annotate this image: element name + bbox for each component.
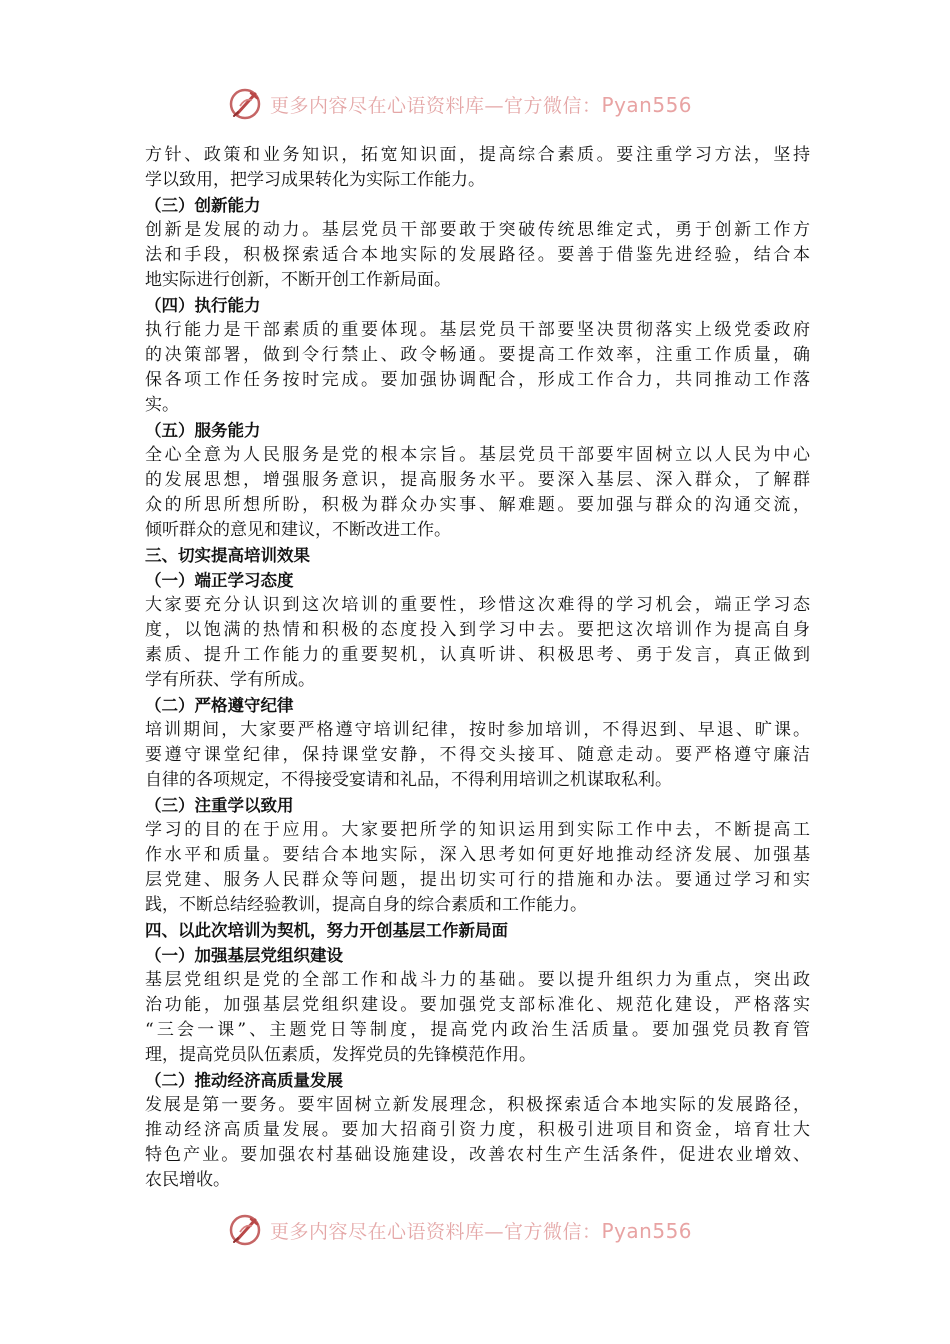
text-line: 大家要充分认识到这次培训的重要性，珍惜这次难得的学习机会，端正学习态 [145,595,810,615]
text-line: 农民增收。 [145,1170,230,1190]
text-line: 地实际进行创新，不断开创工作新局面。 [145,270,451,290]
text-line: 理，提高党员队伍素质，发挥党员的先锋模范作用。 [145,1045,536,1065]
section-heading: （五）服务能力 [145,421,261,440]
section-heading: （三）创新能力 [145,196,261,215]
text-line: 特色产业。要加强农村基础设施建设，改善农村生产生活条件，促进农业增效、 [145,1145,810,1165]
section-heading: 四、以此次培训为契机，努力开创基层工作新局面 [145,921,508,940]
text-line: 践，不断总结经验教训，提高自身的综合素质和工作能力。 [145,895,587,915]
section-heading: （二）严格遵守纪律 [145,696,294,715]
text-line: 基层党组织是党的全部工作和战斗力的基础。要以提升组织力为重点，突出政 [145,970,810,990]
footer-watermark-banner [0,1210,950,1250]
text-line: “三会一课”、主题党日等制度，提高党内政治生活质量。要加强党员教育管 [145,1020,810,1040]
text-line: 法和手段，积极探索适合本地实际的发展路径。要善于借鉴先进经验，结合本 [145,245,810,265]
pen-logo-icon [228,86,264,122]
text-line: 推动经济高质量发展。要加大招商引资力度，积极引进项目和资金，培育壮大 [145,1120,810,1140]
text-line: 创新是发展的动力。基层党员干部要敢于突破传统思维定式，勇于创新工作方 [145,220,810,240]
banner-text: 更多内容尽在心语资料库—官方微信：Pyan556 [270,92,693,117]
document-body [145,143,810,1193]
text-line: 执行能力是干部素质的重要体现。基层党员干部要坚决贯彻落实上级党委政府 [145,320,810,340]
text-line: 实。 [145,395,179,415]
text-line: 自律的各项规定，不得接受宴请和礼品，不得利用培训之机谋取私利。 [145,770,672,790]
text-line: 方针、政策和业务知识，拓宽知识面，提高综合素质。要注重学习方法，坚持 [145,145,810,165]
text-line: 度，以饱满的热情和积极的态度投入到学习中去。要把这次培训作为提高自身 [145,620,810,640]
text-line: 学以致用，把学习成果转化为实际工作能力。 [145,170,485,190]
text-line: 倾听群众的意见和建议，不断改进工作。 [145,520,451,540]
text-line: 作水平和质量。要结合本地实际，深入思考如何更好地推动经济发展、加强基 [145,845,810,865]
section-heading: （四）执行能力 [145,296,261,315]
text-line: 层党建、服务人民群众等问题，提出切实可行的措施和办法。要通过学习和实 [145,870,810,890]
section-heading: （三）注重学以致用 [145,796,294,815]
text-line: 要遵守课堂纪律，保持课堂安静，不得交头接耳、随意走动。要严格遵守廉洁 [145,745,810,765]
header-watermark-banner [0,84,950,124]
text-line: 培训期间，大家要严格遵守培训纪律，按时参加培训，不得迟到、早退、旷课。 [145,720,810,740]
section-heading: （二）推动经济高质量发展 [145,1071,343,1090]
text-line: 素质、提升工作能力的重要契机，认真听讲、积极思考、勇于发言，真正做到 [145,645,810,665]
section-heading: （一）端正学习态度 [145,571,294,590]
section-heading: 三、切实提高培训效果 [145,546,310,565]
text-line: 学有所获、学有所成。 [145,670,315,690]
text-line: 的决策部署，做到令行禁止、政令畅通。要提高工作效率，注重工作质量，确 [145,345,810,365]
text-line: 学习的目的在于应用。大家要把所学的知识运用到实际工作中去，不断提高工 [145,820,810,840]
text-line: 发展是第一要务。要牢固树立新发展理念，积极探索适合本地实际的发展路径， [145,1095,810,1115]
banner-text: 更多内容尽在心语资料库—官方微信：Pyan556 [270,1218,693,1243]
text-line: 治功能，加强基层党组织建设。要加强党支部标准化、规范化建设，严格落实 [145,995,810,1015]
section-heading: （一）加强基层党组织建设 [145,946,343,965]
pen-logo-icon [228,1212,264,1248]
text-line: 全心全意为人民服务是党的根本宗旨。基层党员干部要牢固树立以人民为中心 [145,445,810,465]
text-line: 的发展思想，增强服务意识，提高服务水平。要深入基层、深入群众，了解群 [145,470,810,490]
text-line: 众的所思所想所盼，积极为群众办实事、解难题。要加强与群众的沟通交流， [145,495,810,515]
text-line: 保各项工作任务按时完成。要加强协调配合，形成工作合力，共同推动工作落 [145,370,810,390]
